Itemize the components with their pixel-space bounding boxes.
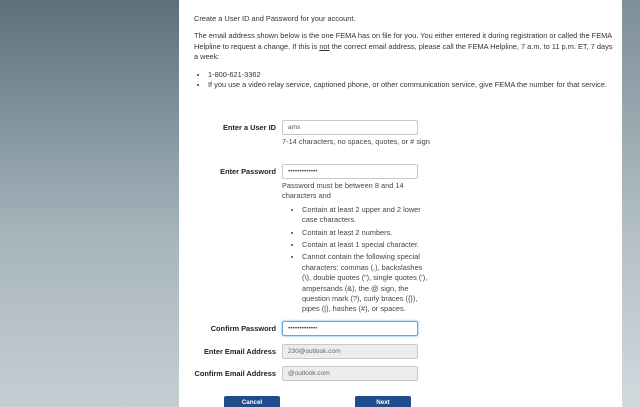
password-hint: Password must be between 8 and 14 characters and bbox=[282, 181, 404, 201]
intro-paragraph-end: the correct email address, please call the FEMA Helpline, 7 a.m. to 11 p.m. ET, 7 days a week: bbox=[194, 41, 613, 62]
helpline-relay-note: • If you use a video relay service, captioned phone, or other communication service, give FEMA the number for that service. bbox=[208, 80, 614, 90]
next-button[interactable]: Next bbox=[355, 396, 411, 407]
background-photo-left bbox=[0, 0, 179, 407]
intro-section bbox=[194, 14, 614, 90]
password-rule: • Contain at least 1 special character. bbox=[302, 240, 432, 250]
email-field[interactable] bbox=[282, 344, 418, 359]
password-input[interactable] bbox=[282, 164, 418, 179]
user-id-label: Enter a User ID bbox=[223, 123, 276, 132]
intro-paragraph bbox=[194, 31, 614, 62]
cancel-button[interactable]: Cancel bbox=[224, 396, 280, 407]
user-id-input[interactable] bbox=[282, 120, 418, 135]
password-rule: • Contain at least 2 numbers. bbox=[302, 228, 432, 238]
confirm-password-label: Confirm Password bbox=[210, 324, 276, 333]
email-label: Enter Email Address bbox=[203, 347, 276, 356]
create-account-panel bbox=[179, 0, 622, 407]
intro-heading: Create a User ID and Password for your account. bbox=[194, 14, 356, 23]
intro-paragraph-start: The email address shown below is the one FEMA has on file for you. You either entered it during registration or called the FEMA Helpline to request a change. If this is bbox=[194, 31, 612, 51]
password-rule: • Contain at least 2 upper and 2 lower case characters. bbox=[302, 205, 432, 226]
password-requirements bbox=[282, 181, 432, 317]
password-label: Enter Password bbox=[220, 167, 276, 176]
password-rule: • Cannot contain the following special characters: commas (,), backslashes (\), double quotes ("), single quotes ('), ampersands (&), the @ sign, the question mark (?), curly braces ({}), pipes (|), hashes (#), or spaces. bbox=[302, 252, 432, 314]
confirm-password-input[interactable] bbox=[282, 321, 418, 336]
password-rules-list bbox=[282, 205, 432, 315]
background-photo-right bbox=[622, 0, 640, 407]
confirm-email-field[interactable] bbox=[282, 366, 418, 381]
intro-not-word: not bbox=[319, 41, 330, 51]
helpline-list bbox=[194, 70, 614, 91]
user-id-hint: 7-14 characters, no spaces, quotes, or # sign bbox=[282, 137, 430, 146]
helpline-phone: • 1-800-621-3362 bbox=[208, 70, 614, 80]
confirm-email-label: Confirm Email Address bbox=[194, 369, 276, 378]
